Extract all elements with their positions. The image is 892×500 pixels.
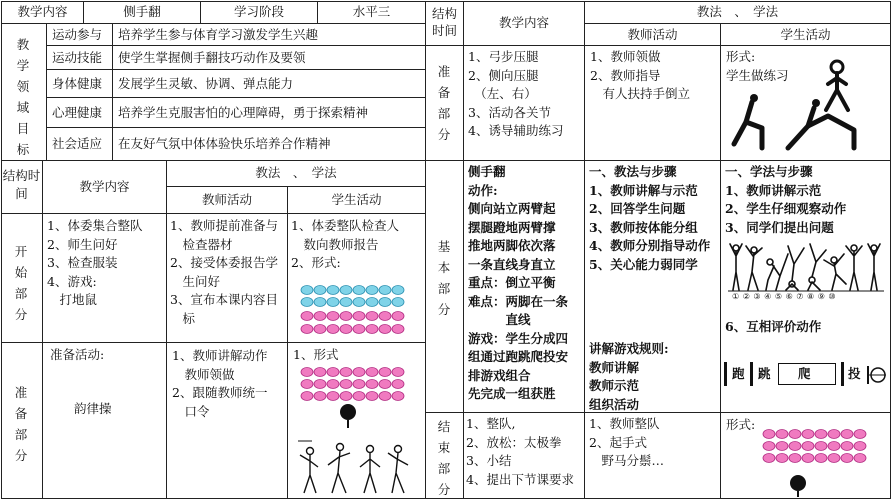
list-item: 有人扶持手倒立 (590, 86, 691, 101)
station-jump: 跳 (758, 366, 771, 381)
cartwheel-sequence-figures (728, 240, 884, 292)
header-content: 教学内容 (498, 15, 549, 30)
station-throw: 投 (848, 366, 861, 381)
section-label-end: 结束部分 (437, 419, 451, 497)
goal-text: 发展学生灵敏、协调、弹点能力 (118, 76, 294, 91)
list-item: 4、诱导辅助练习 (468, 123, 564, 138)
end-formation-diagram (762, 428, 874, 472)
basic-teacher-list (589, 163, 710, 274)
end-teacher-list (589, 415, 664, 471)
prep-content-title: 准备活动: (50, 347, 105, 362)
list-item: 1、教师整队 (589, 416, 660, 431)
list-item: 2、回答学生问题 (589, 201, 686, 216)
goal-domain: 心理健康 (52, 105, 103, 120)
list-item: 组织活动 (589, 396, 640, 412)
list-item: 推地两脚依次落 (468, 238, 556, 253)
list-item: 2、学生仔细观察动作 (725, 201, 847, 216)
header-content: 教学内容 (79, 179, 130, 194)
list-item: 1、教师提前准备与 (170, 218, 278, 233)
prep-content-item: 韵律操 (74, 401, 112, 416)
prep-content-list (468, 48, 563, 141)
header-methods: 教法 、 学法 (696, 4, 779, 19)
end-content-list (466, 415, 574, 489)
handstand-figure (820, 60, 854, 112)
list-item: 教师示范 (589, 378, 640, 393)
list-item: 先完成一组获胜 (468, 386, 556, 401)
list-item: 3、检查服装 (47, 255, 118, 270)
section-label-basic: 基本部分 (437, 239, 451, 317)
list-item: 2、师生问好 (47, 236, 118, 252)
list-item: 3、小结 (466, 453, 512, 468)
lesson-title: 侧手翻 (123, 4, 161, 19)
list-item: 直线 (468, 312, 531, 327)
rhythmic-exercise-figures (296, 437, 414, 495)
list-item: 3、教师按体能分组 (589, 219, 698, 235)
list-item: 生问好 (170, 273, 221, 289)
list-item: 口令 (172, 403, 210, 419)
list-item: （左、右） (468, 86, 537, 101)
station-crawl: 爬 (798, 366, 811, 381)
prep-student-form: 1、形式 (293, 347, 339, 362)
goals-section-label: 教学领域目标 (16, 37, 30, 157)
list-item: 2、形式: (291, 255, 341, 270)
list-item: 1、体委整队检查人 (291, 218, 399, 233)
list-item: 打地鼠 (47, 292, 98, 307)
stage-value: 水平三 (352, 4, 391, 19)
list-item: 一条直线身直立 (468, 256, 556, 272)
list-item: 标 (170, 310, 196, 326)
list-item: 数向教师报告 (291, 236, 379, 252)
list-item: 2、起手式 (589, 434, 647, 450)
start-content-list (47, 217, 142, 310)
list-item: 4、游戏: (47, 273, 97, 289)
list-item: 1、整队, (466, 416, 516, 431)
section-label-prep: 准备部分 (437, 64, 451, 142)
start-student-list (291, 217, 399, 273)
basic-teacher-game-list (589, 340, 669, 414)
list-item: 2、侧向压腿 (468, 67, 539, 83)
list-item: 野马分鬃… (589, 453, 665, 468)
target-icon (866, 364, 888, 386)
list-item: 讲解游戏规则: (589, 341, 669, 356)
list-item: 侧向站立两臂起 (468, 201, 556, 216)
goal-text: 在友好气氛中体体验快乐培养合作精神 (118, 136, 331, 151)
figure-numbers: ① ② ③ ④ ⑤ ⑥ ⑦ ⑧ ⑨ ⑩ (732, 292, 837, 301)
header-student: 学生活动 (331, 192, 382, 207)
list-item: 动作: (468, 182, 498, 198)
prep-teacher-list (172, 347, 267, 421)
start-formation-diagram (300, 284, 410, 340)
list-item: 形式: (726, 49, 756, 64)
list-item: 1、教师讲解动作 (172, 348, 268, 363)
list-item: 教师领做 (172, 366, 235, 382)
list-item: 摆腿蹬地两臂撑 (468, 219, 556, 235)
list-item: 教师讲解 (589, 359, 640, 375)
goal-text: 培养学生克服害怕的心理障碍，勇于探索精神 (118, 105, 369, 120)
list-item: 游戏：学生分成四 (468, 330, 569, 346)
list-item: 2、接受体委报告学 (170, 255, 278, 270)
goal-domain: 身体健康 (52, 76, 103, 91)
list-item: 2、教师指导 (590, 67, 661, 83)
list-item: 1、弓步压腿 (468, 49, 539, 64)
list-item: 5、关心能力弱同学 (589, 256, 698, 272)
header-structure-time: 结构时间 (2, 168, 41, 201)
list-item: 排游戏组合 (468, 367, 531, 383)
header-teacher: 教师活动 (627, 27, 678, 42)
start-teacher-list (170, 217, 278, 328)
list-item: 1、教师领做 (590, 49, 661, 64)
end-student-form: 形式: (726, 417, 756, 432)
goal-domain: 运动参与 (52, 27, 103, 42)
section-label-prep: 准备部分 (14, 385, 28, 463)
list-item: 学生做练习 (726, 67, 789, 83)
label-stage: 学习阶段 (233, 4, 284, 19)
list-item: 2、跟随教师统一 (172, 385, 268, 400)
list-item: 1、教师讲解示范 (725, 182, 822, 198)
goal-text: 培养学生参与体育学习激发学生兴趣 (118, 27, 319, 42)
station-run: 跑 (732, 366, 745, 381)
list-item: 组通过跑跳爬投安 (468, 349, 569, 364)
list-item: 1、教师讲解与示范 (589, 182, 698, 198)
goal-domain: 运动技能 (52, 50, 103, 65)
basic-student-list (725, 163, 846, 237)
list-item: 2、放松：太极拳 (466, 434, 562, 450)
prep-teacher-list (590, 48, 690, 104)
goal-domain: 社会适应 (52, 136, 103, 151)
list-item: 4、教师分别指导动作 (589, 238, 711, 253)
list-item: 一、教法与步骤 (589, 164, 677, 179)
list-item: 检查器材 (170, 236, 233, 252)
list-item: 重点：倒立平衡 (468, 275, 556, 290)
section-label-start: 开始部分 (14, 244, 28, 322)
prep-student-list (726, 48, 789, 85)
game-station-strip (724, 360, 872, 388)
basic-content-list (468, 163, 568, 404)
list-item: 3、活动各关节 (468, 104, 551, 120)
list-item: 4、提出下节课要求 (466, 471, 574, 487)
goal-text: 使学生掌握侧手翻技巧动作及要领 (118, 50, 306, 65)
header-methods: 教法 、 学法 (255, 165, 337, 180)
list-item: 难点：两脚在一条 (468, 293, 569, 309)
label-content: 教学内容 (17, 4, 68, 19)
header-teacher: 教师活动 (201, 192, 252, 207)
list-item: 3、宣布本课内容目 (170, 292, 278, 307)
list-item: 侧手翻 (468, 164, 506, 179)
header-structure-time: 结构时间 (431, 6, 457, 38)
list-item: 3、同学们提出问题 (725, 219, 834, 235)
teacher-position-icon (788, 474, 808, 498)
header-student: 学生活动 (780, 27, 831, 42)
formation-row-pink (301, 312, 404, 334)
student-eval-item: 6、互相评价动作 (725, 319, 822, 334)
list-item: 一、学法与步骤 (725, 164, 813, 179)
formation-row-cyan (301, 286, 404, 307)
list-item: 1、体委集合整队 (47, 218, 143, 233)
teacher-position-icon (338, 403, 358, 429)
